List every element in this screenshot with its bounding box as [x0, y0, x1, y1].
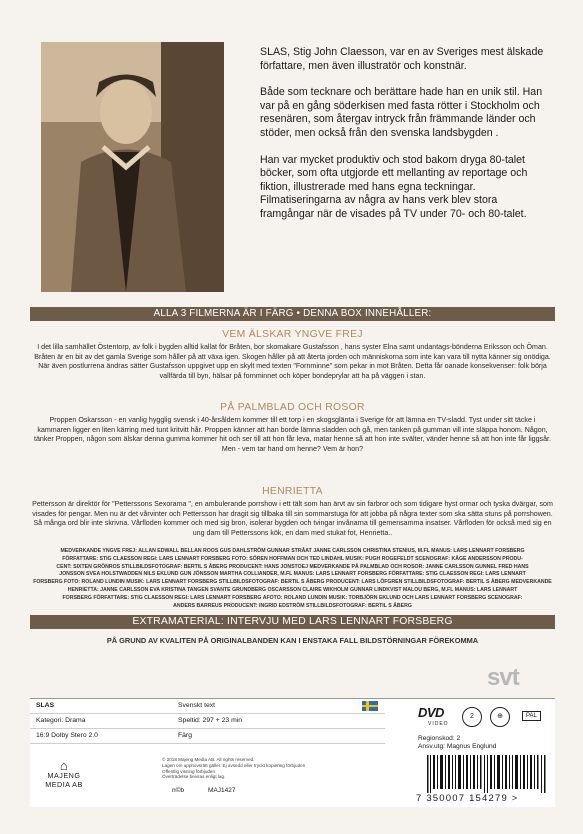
legal-line: Överträdelse beivras enligt lag. — [162, 774, 226, 780]
bio-paragraph: Han var mycket produktiv och stod bakom dryga 80-talet böcker, som ofta utgjorde ett mellanting av reportage och fiktion, illustrerade med hans egna teckningar. Filmatiseringarna av några av hans verk blev stora framgångar när de visades på TV under 70- och 80-talet. — [260, 153, 528, 220]
rating-code: n©b — [172, 787, 185, 794]
globe-icon: ⊕ — [490, 707, 510, 727]
credits-line: FÖRFATTARE: STIG CLAESSON REGI: LARS LENNART FORSBERG FOTO: SÖREN HOFFMAN OCH TED LINDAHL MUSIK: PUGH ROGEFELDT SCENOGRAF: KÅGE ANDERSSON PRODU- — [62, 555, 523, 562]
credits-line: CENT: SIXTEN GRÖNROS STILLBILDSFOTOGRAF: BERTIL S ÅBERG PRODUCENT: HANS JONSTOEJ MEDVERKANDE PÅ PALMBLAD OCH ROSOR: JANNE CARLSSON GUNNEL FRED HANS — [56, 563, 529, 570]
info-row — [30, 699, 385, 714]
author-portrait-image — [41, 42, 224, 292]
film-synopsis: Proppen Oskarsson - en vanlig hygglig svensk i 40-årsåldern kommer till ett torp i en skogsglänta i Sverige för att lämna en TV-sladd. Tyst under sitt täcke i kammaren ligger en liten kärring med tunt kritvitt hår. Proppen känner att han borde lämna sladden och gå, men tanken på gumman vill inte släppa honom. Någon, tänker Proppen, någon som älskar denna gumma kommer hit och ser till att hon får leva, matar henne så att hon inte svälter, vänder henne så att hon inte får liggsår. Men - vem tar hand om henne? Vem är hon? — [34, 416, 551, 453]
publisher-mark-icon: ⌂ — [59, 758, 69, 773]
credits-line: JONSSON SVEA HOLSTWADDEN NILS EKLUND GUN JÖNSSON MARTHA COLLIANDER, M.FL MANUS: LARS LENNART FORSBERG FÖRFATTARE: STIG CLAESSON REGI: LARS LENNART — [59, 571, 526, 578]
film-title: VEM ÄLSKAR YNGVE FREJ — [222, 329, 363, 340]
legal-line: © 2018 Majeng Media AB. All rights reserved. — [162, 757, 255, 762]
credits-line: ANDERS BARREUS PRODUCENT: INGRID EDSTRÖM STILLBILDSFOTOGRAF: BERTIL S ÅBERG — [173, 602, 412, 609]
pal-badge: PAL — [522, 711, 541, 721]
box-contents-header: ALLA 3 FILMERNA ÄR I FÄRG • DENNA BOX INNEHÅLLER: — [30, 307, 555, 321]
format: 16:9 Dolby Stero 2.0 — [36, 732, 98, 739]
region-code: Regionskod: 2 — [418, 735, 461, 742]
credits-line: FORSBERG FOTO: ROLAND LUNDIN MUSIK: LARS LENNART FORSBERG STILLBILDSFOTOGRAF: BERTIL S ÅBERG PRODUCENT: LARS LÖFGREN STILLBILDSFOTOGRAF: BERTIL S ÅBERG MEDVERKANDE — [33, 579, 552, 586]
info-row — [30, 729, 385, 744]
category: Kategori: Drama — [36, 717, 86, 724]
info-row — [30, 714, 385, 729]
publisher-logo — [42, 759, 86, 789]
barcode-image — [427, 755, 547, 793]
credits-line: MEDVERKANDE YNGVE FREJ: ALLAN EDWALL BELLAN ROOS GUS DAHLSTRÖM GUNNAR STRÅAT JANNE CARLSSON CHRISTINA STENIUS, M.FL MANUS: LARS LENNART FORSBERG — [60, 548, 525, 554]
credits-line: HENRIETTA: JANNE CARLSSON EVA KRISTINA TANGEN SVANTE GRUNDBERG OSCARSSON CLAIRE WIKHOLM GUNNAR LINDKVIST MALOU BERG, M.FL MANUS: LARS LENNART — [67, 586, 518, 593]
region-globe-icon: 2 — [462, 707, 482, 727]
color-info: Färg — [178, 732, 192, 739]
credits-block — [32, 548, 553, 610]
dvd-video-label: VIDEO — [428, 721, 449, 727]
product-info-panel — [30, 698, 555, 807]
runtime: Speltid: 297 + 23 min — [178, 717, 243, 724]
extra-material-header: EXTRAMATERIAL: INTERVJU MED LARS LENNART FORSBERG — [30, 615, 555, 629]
film-title: PÅ PALMBLAD OCH ROSOR — [220, 402, 365, 413]
credits-line: FORSBERG FÖRFATTARE: STIG CLAESSON REGI: LARS LENNART FORSBERG AFOTO: ROLAND LUNDIN MUSIK: TORBJÖRN EKLUND OCH LARS LENNART FORSBERG SCENOGRAF: — [62, 594, 523, 601]
bio-paragraph: SLAS, Stig John Claesson, var en av Sveriges mest älskade författare, men även illustratör och konstnär. — [260, 46, 544, 72]
film-synopsis: Pettersson är direktör för "Petterssons Sexorama ", en ambulerande porrshow i ett tält som han ärvt av sin farbror och som tidigare hyst ormar och tyska dvärgar, som visades för pengar. Men nu är det vårvinter och Pettersson har dragit sig tillbaka till sin sommarstuga för att jobba på några texter som ska sätta stuns på porrshowen. Så många ord blir inte skrivna. Vårfloden kommer och med sig bron, isolerar bygden och tvingar invånarna till gemensamma insatser. Vårfloden för också med sig en ung dam till Petterssons kök, en dam med stukat fot, Henrietta.. — [32, 500, 553, 537]
product-title: SLAS — [36, 702, 55, 709]
author-biography — [260, 46, 545, 235]
swedish-flag-icon — [362, 701, 378, 711]
publisher-responsible: Ansv.utg: Magnus Englund — [418, 742, 497, 750]
barcode-number: 7 350007 154279 > — [416, 793, 519, 804]
legal-line: Offentlig visning förbjuden — [162, 768, 216, 774]
author-photo — [41, 42, 224, 292]
film-synopsis: I det lilla samhället Östentorp, av folk i bygden alltid kallat för Bråten, bor skomakare Gustafsson , hans syster Elna samt undantags-bönderna Eriksson och Öman. Bråten är en bit av det gamla Sverige som håller på att växa igen. Skogen håller på att återta jorden och människorna som inte kan vara till nytta känner sig onödiga. När även postlurrena ändras sätter Gustafsson uppgivet upp en skylt med texten "Fornminne" som pekar in mot Bråten. Detta får oanade konsekvenser: folk börja vallfärda till byn, hälsar på fornminnet och köper bondeprylar att ha på väggen i stan. — [34, 343, 551, 380]
catalog-number: MAJ1427 — [208, 787, 236, 794]
quality-notice: PÅ GRUND AV KVALITEN PÅ ORIGINALBANDEN KAN I ENSTAKA FALL BILDSTÖRNINGAR FÖREKOMMA — [106, 636, 479, 645]
subtitle-language: Svenskt text — [178, 702, 216, 709]
svt-logo: svt — [487, 664, 519, 691]
bio-paragraph: Både som tecknare och berättare hade han en unik stil. Han var på en gång söderkisen med fasta rötter i Stockholm och resenären, som återgav intryck från främmande länder och stöder, men också från den svenska landsbygden . — [260, 86, 543, 139]
legal-text — [162, 757, 322, 780]
film-title: HENRIETTA — [262, 486, 323, 497]
legal-line: Lagen om upphovsrätt gäller. Ej avsedd eller tryckt kopiering förbjuden — [162, 762, 306, 768]
publisher-name: MAJENG MEDIA AB — [45, 771, 83, 789]
region-info — [418, 735, 496, 750]
dvd-logo: DVD — [418, 705, 444, 720]
